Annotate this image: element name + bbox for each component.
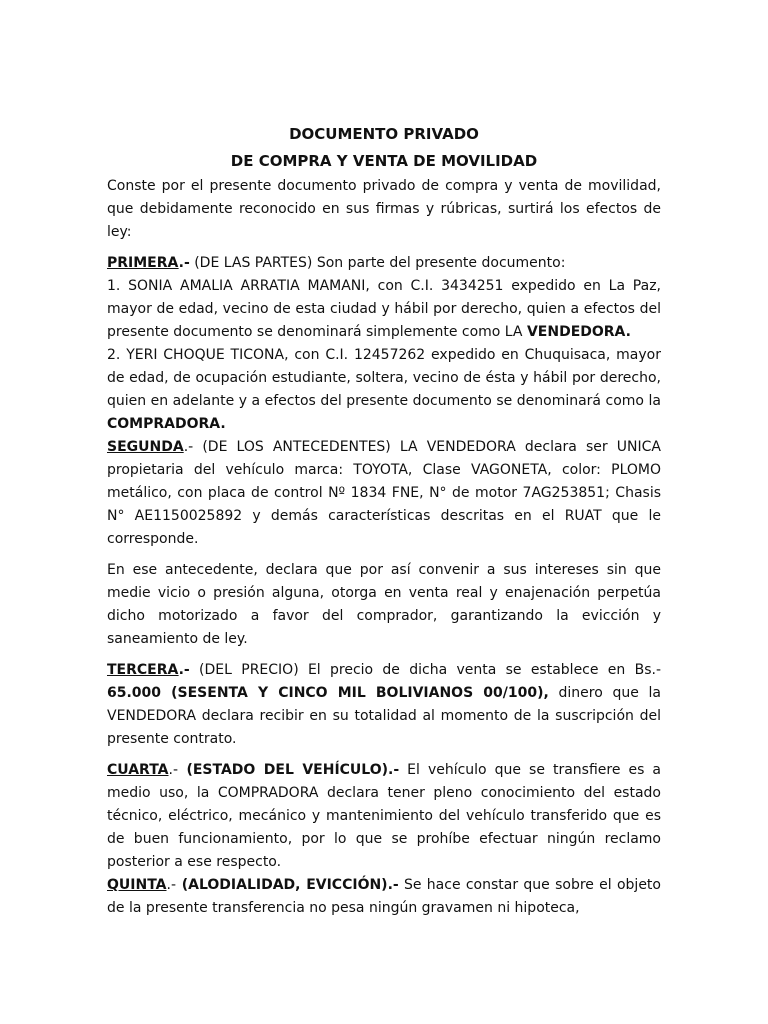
clause-tercera-text-2: dinero que la VENDEDORA declara recibir en su totalidad al momento de la suscripción del presente contrato. [107,685,662,747]
document-page [107,121,661,920]
party-2-text: 2. YERI CHOQUE TICONA, con C.I. 12457262 expedido en Chuquisaca, mayor de edad, de ocupación estudiante, soltera, vecino de ésta y hábil por derecho, quien en adelante y a efectos del presente documento se denominará como la [107,347,661,409]
clause-quinta [107,874,661,920]
clause-primera [107,252,661,275]
clause-cuarta-separator: .- [168,762,179,778]
clause-cuarta-label: CUARTA [107,762,169,778]
clause-quinta-text: Se hace constar que sobre el objeto de la presente transferencia no pesa ningún gravamen ni hipoteca, [107,877,661,916]
party-1-paragraph [107,275,661,344]
clause-quinta-label: QUINTA [107,877,167,893]
price-amount: 65.000 (SESENTA Y CINCO MIL BOLIVIANOS 00/100), [107,685,549,701]
clause-segunda-separator: .- [183,439,194,455]
clause-primera-label: PRIMERA [107,255,179,271]
clause-tercera [107,659,661,751]
party-2-paragraph [107,344,661,436]
intro-paragraph: Conste por el presente documento privado de compra y venta de movilidad, que debidamente reconocido en sus firmas y rúbricas, surtirá los efectos de ley: [107,178,661,240]
clause-primera-text: (DE LAS PARTES) Son parte del presente documento: [189,255,566,271]
clause-segunda [107,436,661,551]
clause-tercera-text-1: (DEL PRECIO) El precio de dicha venta se establece en Bs.- [189,662,661,678]
clause-segunda-paragraph-2: En ese antecedente, declara que por así convenir a sus intereses sin que medie vicio o presión alguna, otorga en venta real y enajenación perpetúa dicho motorizado a favor del comprador, garantizando la evicción y saneamiento de ley. [107,562,661,647]
clause-cuarta-heading: (ESTADO DEL VEHÍCULO).- [178,762,400,778]
party-1-text: 1. SONIA AMALIA ARRATIA MAMANI, con C.I. 3434251 expedido en La Paz, mayor de edad, vecino de esta ciudad y hábil por derecho, quien a efectos del presente documento se denominará simplemente como LA [107,278,661,340]
document-title-line-1: DOCUMENTO PRIVADO [289,125,479,143]
party-2-role: COMPRADORA. [107,416,226,432]
party-1-role: VENDEDORA. [526,324,631,340]
clause-tercera-separator: .- [178,662,190,678]
document-title-line-2: DE COMPRA Y VENTA DE MOVILIDAD [230,152,538,170]
clause-cuarta-text: El vehículo que se transfiere es a medio uso, la COMPRADORA declara tener pleno conocimiento del estado técnico, eléctrico, mecánico y mantenimiento del vehículo transferido que es de buen funcionamiento, por lo que se prohíbe efectuar ningún reclamo posterior a ese respecto. [107,762,661,870]
clause-quinta-heading: (ALODIALIDAD, EVICCIÓN).- [176,877,399,893]
clause-quinta-separator: .- [166,877,177,893]
clause-segunda-label: SEGUNDA [107,439,184,455]
clause-segunda-text: (DE LOS ANTECEDENTES) LA VENDEDORA declara ser UNICA propietaria del vehículo marca: TOYOTA, Clase VAGONETA, color: PLOMO metálico, con placa de control Nº 1834 FNE, N° de motor 7AG253851; Chasis N° AE1150025892 y demás características descritas en el RUAT que le corresponde. [107,439,661,547]
clause-tercera-label: TERCERA [107,662,179,678]
clause-cuarta [107,759,661,874]
clause-primera-separator: .- [178,255,190,271]
